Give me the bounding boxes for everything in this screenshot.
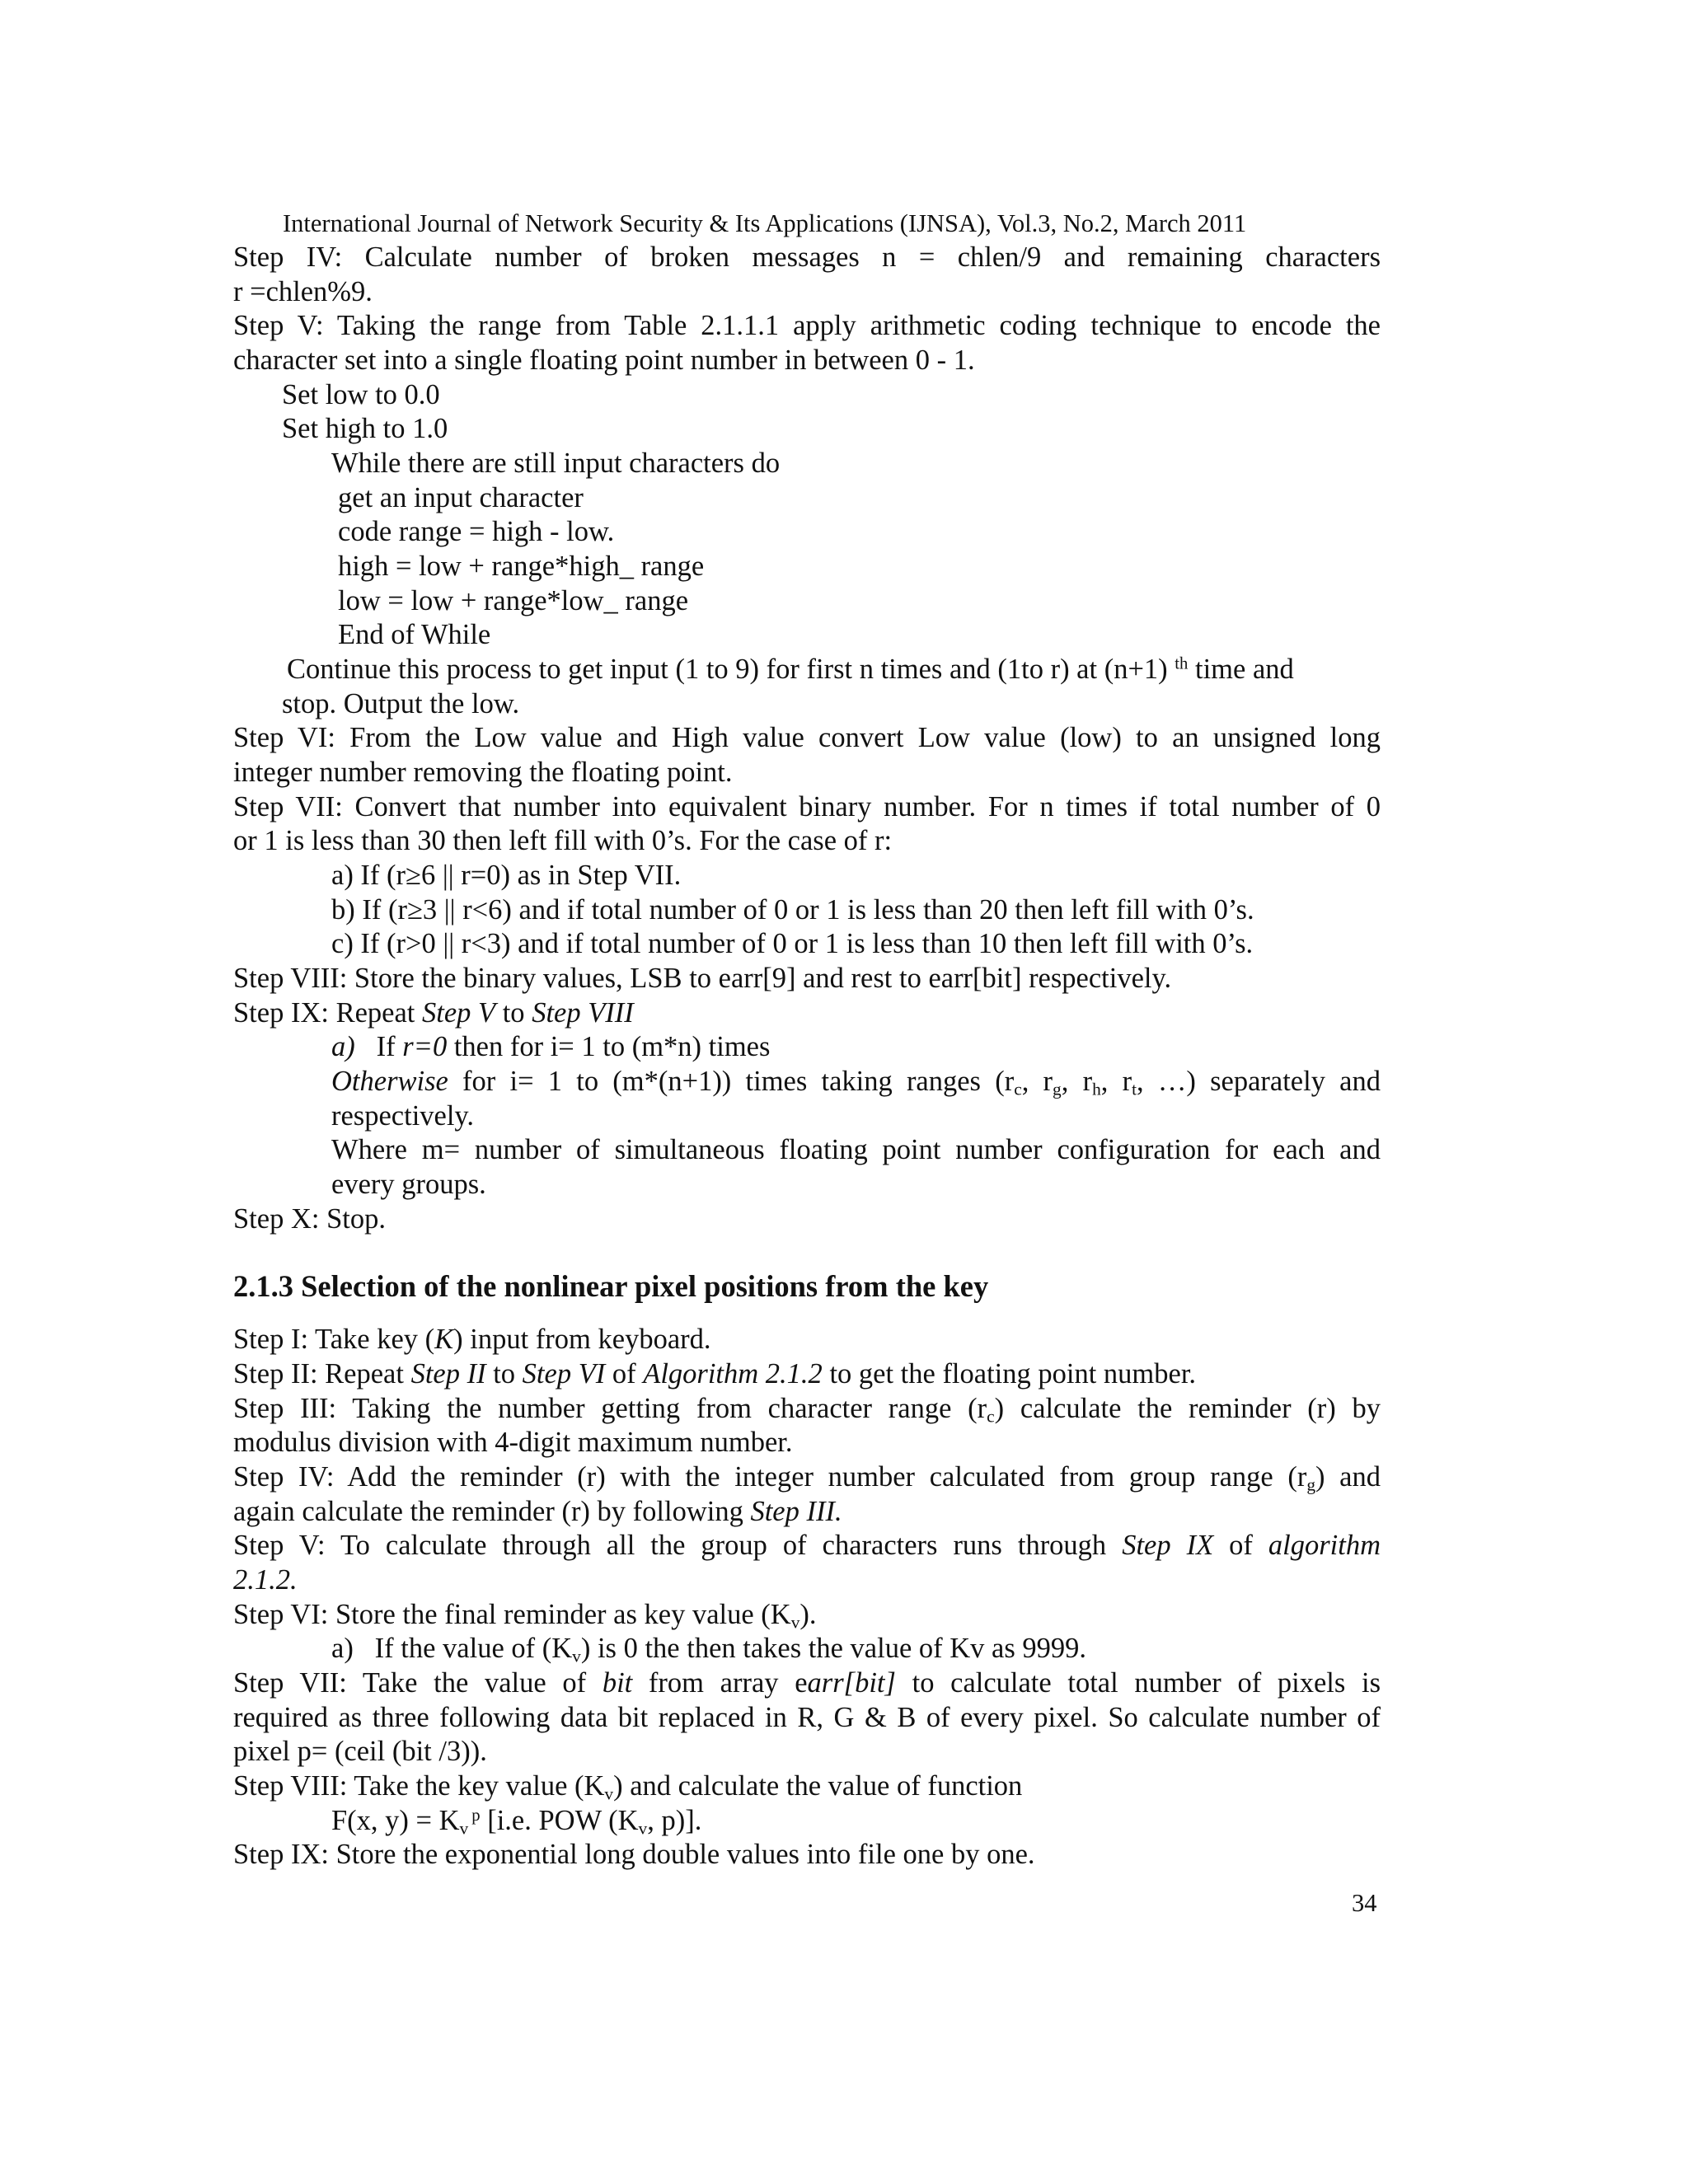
italic-fragment: Step III. [750,1496,842,1527]
text-fragment: Step I: Take key ( [233,1324,435,1355]
italic-fragment: arr[bit] [807,1667,896,1699]
italic-fragment: K [434,1324,454,1355]
text-fragment: Step V: To calculate through all the group of characters runs through [233,1530,1123,1561]
equation-line [331,1803,701,1838]
list-item: b) If (r≥3 || r<6) and if total number of 0 or 1 is less than 20 then left fill with 0’s. [331,894,1254,926]
subscript: v [790,1612,800,1633]
text-line: Step VII: Convert that number into equivalent binary number. For n times if total number of 0 [233,791,1381,823]
text-line: respectively. [331,1100,475,1132]
text-fragment: , r [1100,1066,1132,1097]
text-line: stop. Output the low. [282,688,520,719]
italic-fragment: Step VIII [532,997,634,1029]
italic-fragment: Algorithm 2.1.2 [643,1358,823,1390]
italic-fragment: Step V [421,997,496,1029]
text-fragment: , …) separately and [1137,1066,1381,1097]
italic-fragment: algorithm [1268,1530,1381,1561]
text-line [233,1769,1022,1803]
italic-fragment: Step IX [1122,1530,1214,1561]
text-line [233,1391,1381,1426]
subscript: v [459,1818,469,1839]
text-fragment: time and [1188,654,1294,685]
text-fragment: ). [799,1599,817,1630]
text-line [233,1357,1196,1391]
italic-fragment: Otherwise [331,1066,448,1097]
page-number: 34 [1352,1889,1377,1917]
subscript: g [1053,1079,1062,1099]
italic-fragment: 2.1.2. [233,1564,298,1596]
text-fragment: , r [1061,1066,1093,1097]
text-line: Step X: Stop. [233,1203,386,1235]
text-fragment: again calculate the reminder (r) by following [233,1496,751,1527]
text-fragment: Step IV: Add the reminder (r) with the integer number calculated from group range (r [233,1461,1307,1493]
pseudocode-line: low = low + range*low_ range [338,585,689,616]
text-fragment: F(x, y) = K [331,1805,460,1836]
pseudocode-line: Set high to 1.0 [282,413,448,444]
text-fragment: for i= 1 to (m*(n+1)) times taking ranges (r [448,1066,1015,1097]
text-line [233,1528,1381,1563]
text-line: r =chlen%9. [233,276,373,307]
section-heading: 2.1.3 Selection of the nonlinear pixel positions from the key [233,1269,989,1303]
text-fragment: [i.e. POW (K [480,1805,639,1836]
text-fragment: to calculate total number of pixels is [895,1667,1381,1699]
text-fragment: then for i= 1 to (m*n) times [447,1031,771,1062]
text-line [287,652,1294,687]
text-line [233,1563,298,1597]
italic-fragment: a) [331,1031,355,1062]
text-line: Step VIII: Store the binary values, LSB to earr[9] and rest to earr[bit] respectively. [233,963,1172,994]
text-line: or 1 is less than 30 then left fill with 0’s. For the case of r: [233,825,893,856]
text-fragment: , p)]. [647,1805,702,1836]
pseudocode-line: Set low to 0.0 [282,379,440,410]
list-item [331,1631,1086,1666]
subscript: v [638,1818,648,1839]
text-fragment: ) and calculate the value of function [613,1770,1023,1802]
pseudocode-line: high = low + range*high_ range [338,551,705,582]
italic-fragment: bit [602,1667,633,1699]
text-line: pixel p= (ceil (bit /3)). [233,1736,487,1767]
text-line: integer number removing the floating point. [233,757,733,788]
list-item: a) If (r≥6 || r=0) as in Step VII. [331,860,682,891]
text-line: Where m= number of simultaneous floating point number configuration for each and [331,1134,1381,1165]
subscript: v [604,1783,614,1804]
text-fragment: ) calculate the reminder (r) by [994,1393,1381,1424]
subscript: g [1306,1474,1316,1495]
text-fragment: to get the floating point number. [822,1358,1197,1390]
text-line: required as three following data bit replaced in R, G & B of every pixel. So calculate number of [233,1702,1381,1733]
text-fragment: Step VII: Take the value of [233,1667,603,1699]
text-line: Step IV: Calculate number of broken messages n = chlen/9 and remaining characters [233,241,1381,273]
subscript: c [987,1406,995,1427]
text-fragment: a) If the value of (K [331,1633,573,1664]
text-fragment: Step VI: Store the final reminder as key value (K [233,1599,791,1630]
text-fragment: ) is 0 the then takes the value of Kv as 9999. [580,1633,1087,1664]
text-line [233,1460,1381,1494]
subscript: c [1014,1079,1022,1099]
running-header: International Journal of Network Security & Its Applications (IJNSA), Vol.3, No.2, March 2011 [283,209,1247,237]
text-fragment: from array e [632,1667,808,1699]
text-fragment: Step VIII: Take the key value (K [233,1770,605,1802]
text-fragment: Step II: Repeat [233,1358,411,1390]
text-line: modulus division with 4-digit maximum number. [233,1427,793,1458]
text-fragment: , r [1021,1066,1053,1097]
text-line [233,1494,842,1529]
superscript: p [471,1806,481,1825]
subscript: h [1092,1079,1101,1099]
text-line [233,996,634,1030]
italic-fragment: r=0 [402,1031,448,1062]
text-fragment: Step IX: Repeat [233,997,422,1029]
text-fragment: to [485,1358,523,1390]
pseudocode-line: End of While [338,619,491,650]
text-line: Step VI: From the Low value and High value convert Low value (low) to an unsigned long [233,722,1381,753]
list-item [331,1064,1381,1099]
text-line: character set into a single floating point number in between 0 - 1. [233,344,975,376]
text-fragment: ) and [1315,1461,1381,1493]
superscript: th [1175,654,1189,673]
text-line [233,1322,711,1357]
pseudocode-line: While there are still input characters do [331,448,781,479]
text-line: every groups. [331,1169,486,1200]
text-fragment: ) input from keyboard. [453,1324,711,1355]
italic-fragment: Step VI [522,1358,606,1390]
text-fragment: Continue this process to get input (1 to 9) for first n times and (1to r) at (n+1) [287,654,1168,685]
text-fragment: to [495,997,532,1029]
list-item: c) If (r>0 || r<3) and if total number of 0 or 1 is less than 10 then left fill with 0’s. [331,928,1254,959]
list-item [331,1029,770,1064]
pseudocode-line: get an input character [338,482,584,513]
subscript: t [1132,1079,1137,1099]
text-fragment: Step III: Taking the number getting from character range (r [233,1393,987,1424]
text-line: Step IX: Store the exponential long double values into file one by one. [233,1839,1035,1870]
text-fragment: If [354,1031,403,1062]
text-fragment: of [1213,1530,1268,1561]
text-line [233,1666,1381,1700]
text-line [233,1597,817,1632]
subscript: v [572,1646,581,1666]
text-fragment: of [605,1358,644,1390]
pseudocode-line: code range = high - low. [338,516,615,547]
text-line: Step V: Taking the range from Table 2.1.1.1 apply arithmetic coding technique to encode the [233,310,1381,341]
italic-fragment: Step II [410,1358,486,1390]
